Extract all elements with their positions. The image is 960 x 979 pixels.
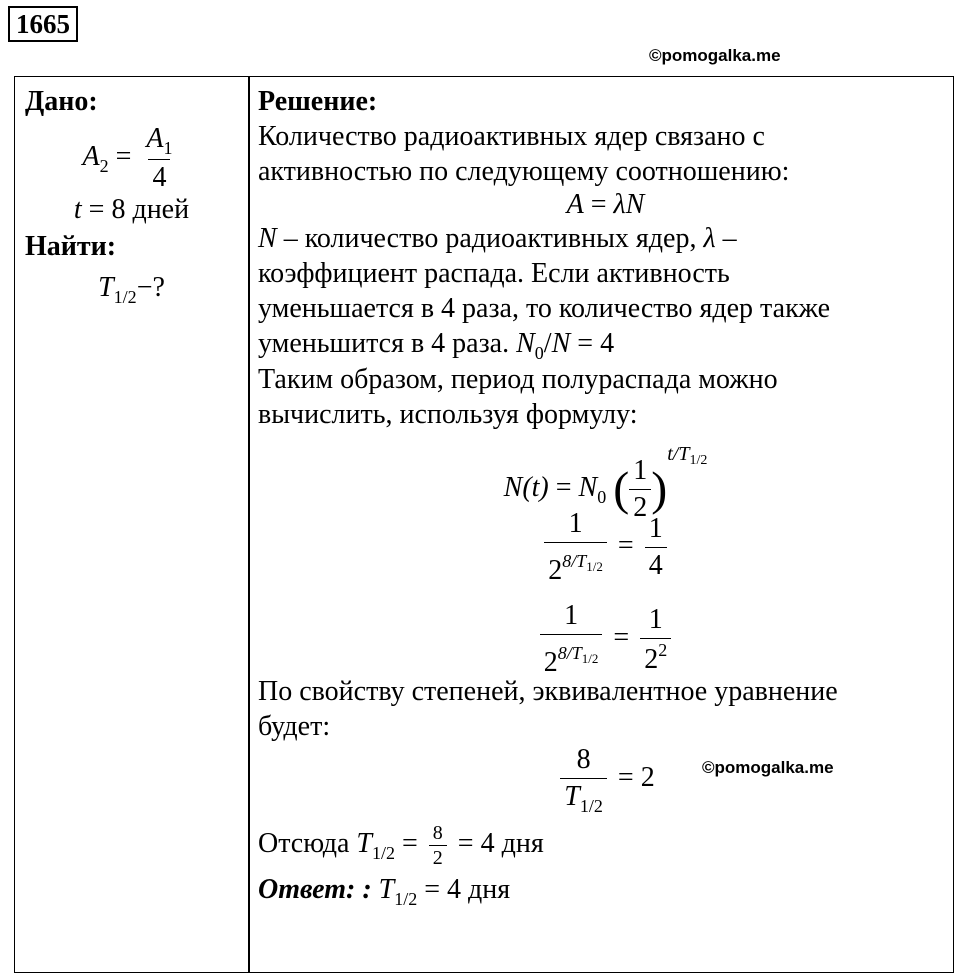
thus-line-1: Таким образом, период полураспада можно	[258, 364, 778, 395]
exponent-subscript: 1/2	[586, 559, 603, 574]
power-base: 2	[644, 643, 659, 675]
equals-sign: =	[590, 189, 607, 220]
result-line	[258, 822, 953, 868]
equation-1	[258, 508, 953, 586]
dash: –	[715, 223, 737, 254]
fraction-denominator	[560, 778, 607, 815]
n-symbol: N	[258, 223, 277, 254]
power-exponent: 2	[658, 639, 668, 660]
exponent-subscript: 1/2	[581, 651, 599, 666]
fraction-numerator: 1	[648, 513, 663, 544]
equals-sign: =	[617, 529, 634, 561]
equation-3	[258, 744, 953, 818]
time-value: 8	[111, 194, 126, 225]
eq3-fraction	[560, 744, 607, 815]
answer-value: 4	[447, 874, 462, 906]
eq1-left-fraction	[544, 508, 607, 587]
solution-heading: Решение:	[258, 86, 378, 117]
a1-subscript: 1	[163, 138, 173, 158]
power-base: 2	[543, 647, 558, 678]
fraction-numerator: 1	[633, 455, 648, 487]
fraction-denominator	[544, 542, 607, 587]
given-heading: Дано:	[25, 86, 98, 117]
n-symbol: N	[551, 328, 571, 359]
power-base: 2	[548, 555, 563, 586]
find-heading: Найти:	[25, 231, 117, 262]
given-activity-ratio	[15, 123, 248, 194]
thus-line-2: вычислить, используя формулу:	[258, 399, 638, 430]
fraction-numerator: 1	[568, 508, 583, 539]
n0-symbol: N	[516, 328, 535, 359]
half-life-symbol: T	[98, 272, 114, 303]
eight-over-two-fraction	[429, 823, 447, 868]
equals-sign: =	[88, 194, 105, 225]
half-life-subscript: 1/2	[371, 843, 395, 863]
eq2-left-fraction	[540, 600, 603, 679]
equals-sign: =	[617, 761, 634, 793]
decay-exponent	[667, 443, 708, 468]
fraction-numerator: 8	[432, 822, 443, 845]
right-paren: )	[651, 462, 668, 516]
n0-subscript: 0	[597, 487, 607, 507]
definition-text: уменьшится в 4 раза.	[258, 328, 517, 359]
lambda-n-term: λN	[613, 189, 645, 220]
equals-sign: =	[555, 472, 572, 503]
fraction-denominator	[540, 634, 603, 679]
given-time	[15, 192, 248, 228]
unknown-marker: −?	[136, 272, 165, 303]
eq2-right-fraction	[640, 604, 671, 676]
definition-line-3: уменьшается в 4 раза, то количество ядер также	[258, 293, 831, 324]
time-unit: дней	[132, 194, 190, 225]
equals-sign: =	[613, 621, 630, 653]
fraction-denominator: 4	[645, 547, 667, 582]
watermark-middle: ©pomogalka.me	[702, 758, 834, 777]
result-value: 4	[480, 828, 495, 859]
property-line-1: По свойству степеней, эквивалентное уравнение	[258, 676, 838, 707]
ratio-value: 4	[600, 328, 615, 359]
result-unit: дня	[501, 828, 544, 859]
intro-line-1: Количество радиоактивных ядер связано с	[258, 121, 765, 152]
result-value: 2	[640, 761, 655, 793]
slash: /	[543, 328, 552, 359]
n0-symbol: N	[578, 472, 598, 503]
power-exponent: 8/T	[562, 551, 587, 571]
half-life-symbol: T	[564, 781, 580, 812]
activity-symbol: A	[566, 189, 584, 220]
fraction-numerator: 1	[648, 603, 663, 635]
equation-2	[258, 600, 953, 678]
equals-sign: =	[457, 828, 474, 859]
watermark-top: ©pomogalka.me	[649, 46, 781, 65]
a1-symbol: A	[146, 123, 164, 154]
n-of-t: N(t)	[503, 472, 549, 503]
definition-line-2: коэффициент распада. Если активность	[258, 258, 730, 289]
fraction-denominator: 2	[629, 489, 651, 524]
answer-unit: дня	[468, 874, 511, 906]
answer-line	[258, 868, 953, 912]
definition-line-1	[258, 221, 953, 256]
activity-formula	[258, 189, 953, 221]
fraction-denominator: 4	[148, 159, 170, 194]
definition-line-4	[258, 326, 953, 362]
exponent-text: t/T	[667, 443, 690, 465]
definition-text: – количество радиоактивных ядер,	[276, 223, 704, 254]
property-line-2: будет:	[258, 711, 331, 742]
half-life-symbol: T	[356, 828, 372, 859]
half-life-subscript: 1/2	[113, 287, 137, 307]
decay-law-formula	[258, 436, 953, 524]
problem-number: 1665	[8, 6, 78, 42]
equals-sign: =	[424, 874, 441, 906]
left-paren: (	[613, 462, 630, 516]
given-column	[15, 77, 248, 972]
half-life-subscript: 1/2	[394, 889, 418, 910]
equals-sign: =	[577, 328, 594, 359]
lambda-symbol: λ	[703, 223, 716, 254]
a1-over-4-fraction	[142, 123, 176, 194]
fraction-numerator: 1	[564, 600, 579, 631]
fraction-denominator	[640, 638, 671, 676]
time-symbol: t	[73, 194, 82, 225]
eq1-right-fraction	[645, 513, 667, 582]
solution-column	[250, 77, 953, 972]
answer-label: Ответ: :	[258, 874, 372, 906]
find-half-life	[15, 270, 248, 306]
solution-table	[14, 76, 954, 973]
a2-symbol: A	[82, 140, 100, 172]
n0-subscript: 0	[534, 343, 544, 363]
half-life-symbol: T	[378, 874, 395, 906]
exponent-subscript: 1/2	[689, 453, 708, 468]
intro-line-2: активностью по следующему соотношению:	[258, 156, 790, 187]
half-life-subscript: 1/2	[579, 796, 603, 816]
equals-sign: =	[402, 828, 418, 859]
fraction-denominator: 2	[429, 845, 447, 868]
equals-sign: =	[115, 140, 132, 172]
power-exponent: 8/T	[557, 643, 582, 663]
fraction-numerator: 8	[576, 744, 591, 775]
a2-subscript: 2	[99, 155, 109, 176]
result-prefix: Отсюда	[258, 828, 357, 859]
